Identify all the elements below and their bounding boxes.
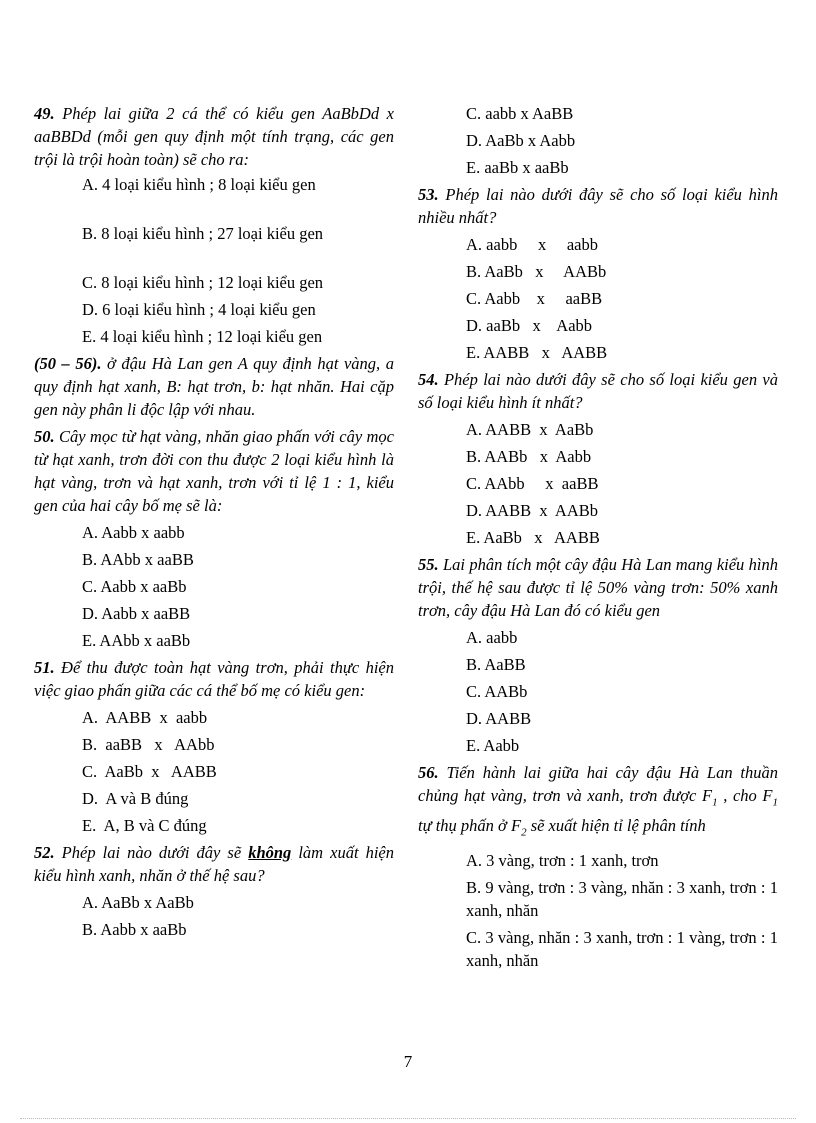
question-51: 51. Để thu được toàn hạt vàng trơn, phải thực hiện việc giao phấn giữa các cá thể bố mẹ có kiểu gen: (34, 658, 394, 700)
question-52: 52. Phép lai nào dưới đây sẽ không làm xuất hiện kiểu hình xanh, nhăn ở thế hệ sau? (34, 843, 394, 885)
q53-option-e: E. AABB x AABB (466, 343, 608, 362)
q54-option-c: C. AAbb x aaBB (466, 474, 599, 493)
question-53: 53. Phép lai nào dưới đây sẽ cho số loại kiểu hình nhiều nhất? (418, 185, 778, 227)
q52-options-left (34, 891, 394, 945)
left-column (34, 102, 394, 945)
q51-options (34, 706, 394, 841)
q52-options-right (418, 102, 778, 183)
question-50: 50. Cây mọc từ hạt vàng, nhăn giao phấn với cây mọc từ hạt xanh, trơn đời con thu được 2 loại kiểu hình là hạt vàng, trơn và hạt xanh, trơn với tỉ lệ 1 : 1, kiểu gen của hai cây bố mẹ sẽ là: (34, 427, 394, 515)
q52-option-c: C. aabb x AaBB (466, 104, 574, 123)
q56-options (418, 849, 778, 972)
q56-option-b: B. 9 vàng, trơn : 3 vàng, nhăn : 3 xanh, trơn : 1 xanh, nhăn (466, 877, 778, 920)
q50-option-c: C. Aabb x aaBb (82, 577, 187, 596)
q56-option-c: C. 3 vàng, nhăn : 3 xanh, trơn : 1 vàng, trơn : 1 xanh, nhăn (466, 927, 778, 970)
page-number: 7 (403, 1052, 413, 1071)
q53-option-b: B. AaBb x AABb (466, 262, 607, 281)
q50-option-d: D. Aabb x aaBB (82, 604, 191, 623)
keyword-khong: không (248, 843, 292, 862)
q54-option-a: A. AABB x AaBb (466, 420, 594, 439)
q56-option-a: A. 3 vàng, trơn : 1 xanh, trơn (466, 850, 659, 870)
q52-option-a: A. AaBb x AaBb (82, 893, 194, 912)
q51-option-b: B. aaBB x AAbb (82, 735, 215, 754)
question-49: 49. Phép lai giữa 2 cá thể có kiểu gen AaBbDd x aaBBDd (mỗi gen quy định một tính trạng, các gen trội là trội hoàn toàn) sẽ cho ra: (34, 104, 394, 169)
q53-option-c: C. Aabb x aaBB (466, 289, 603, 308)
q49-option-d: D. 6 loại kiểu hình ; 4 loại kiểu gen (82, 300, 316, 319)
q55-options (418, 626, 778, 761)
q50-option-b: B. AAbb x aaBB (82, 550, 194, 569)
question-55: 55. Lai phân tích một cây đậu Hà Lan mang kiểu hình trội, thế hệ sau được tỉ lệ 50% vàng trơn: 50% xanh trơn, cây đậu Hà Lan đó có kiểu gen (418, 555, 778, 620)
right-column (418, 102, 778, 976)
q52-option-b: B. Aabb x aaBb (82, 920, 187, 939)
page-bottom-divider (20, 1118, 796, 1119)
q51-option-a: A. AABB x aabb (82, 708, 208, 727)
q49-option-c: C. 8 loại kiểu hình ; 12 loại kiểu gen (82, 273, 324, 292)
q55-option-a: A. aabb (466, 628, 518, 647)
q52-option-d: D. AaBb x Aabb (466, 131, 576, 150)
q50-option-a: A. Aabb x aabb (82, 523, 185, 542)
q50-option-e: E. AAbb x aaBb (82, 631, 191, 650)
section-intro-50-56: (50 – 56). ở đậu Hà Lan gen A quy định hạt vàng, a quy định hạt xanh, B: hạt trơn, b: hạt nhăn. Hai cặp gen này phân li độc lập với nhau. (34, 354, 394, 419)
question-54: 54. Phép lai nào dưới đây sẽ cho số loại kiểu gen và số loại kiểu hình ít nhất? (418, 370, 778, 412)
q53-option-d: D. aaBb x Aabb (466, 316, 593, 335)
q55-option-c: C. AABb (466, 682, 528, 701)
q49-option-b: B. 8 loại kiểu hình ; 27 loại kiểu gen (82, 224, 324, 243)
q54-options (418, 418, 778, 553)
q54-option-b: B. AABb x Aabb (466, 447, 592, 466)
q53-options (418, 233, 778, 368)
q52-option-e: E. aaBb x aaBb (466, 158, 569, 177)
q51-option-e: E. A, B và C đúng (82, 816, 207, 835)
q55-option-e: E. Aabb (466, 736, 520, 755)
q49-options (34, 173, 394, 352)
q55-option-d: D. AABB (466, 709, 532, 728)
q54-option-e: E. AaBb x AABB (466, 528, 600, 547)
q51-option-d: D. A và B đúng (82, 789, 189, 808)
q49-option-a: A. 4 loại kiểu hình ; 8 loại kiểu gen (82, 175, 316, 194)
q55-option-b: B. AaBB (466, 655, 526, 674)
question-56: 56. Tiến hành lai giữa hai cây đậu Hà Lan thuần chủng hạt vàng, trơn và xanh, trơn được $F_1$ , cho $F_1$ tự thụ phấn ở $F_2$ sẽ xuất hiện tỉ lệ phân tính (418, 763, 778, 839)
q51-option-c: C. AaBb x AABB (82, 762, 217, 781)
q50-options (34, 521, 394, 656)
q49-option-e: E. 4 loại kiểu hình ; 12 loại kiểu gen (82, 327, 323, 346)
q54-option-d: D. AABB x AABb (466, 501, 599, 520)
q53-option-a: A. aabb x aabb (466, 235, 598, 254)
